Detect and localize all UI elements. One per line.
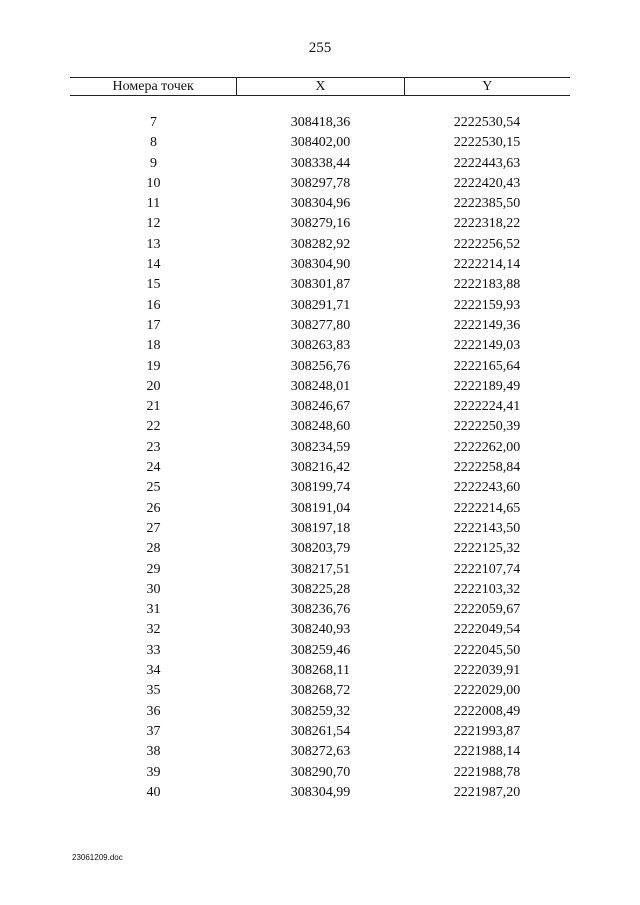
table-row [70, 499, 570, 519]
x-cell: 308217,51 [290, 561, 351, 577]
x-cell: 308246,67 [290, 399, 351, 415]
table-row [70, 681, 570, 701]
point-number-cell: 26 [146, 500, 161, 516]
y-cell: 2222262,00 [453, 439, 521, 455]
coordinates-table [70, 77, 570, 803]
point-number-cell: 39 [146, 764, 161, 780]
file-name-footer: 23061209.doc [72, 853, 123, 862]
y-cell: 2222385,50 [453, 196, 521, 212]
table-row [70, 620, 570, 640]
x-cell: 308418,36 [290, 115, 351, 130]
table-row [70, 519, 570, 539]
table-body [70, 113, 570, 803]
point-number-cell: 17 [146, 317, 161, 333]
y-cell: 2222189,49 [453, 378, 521, 394]
point-number-cell: 22 [146, 419, 161, 435]
x-cell: 308191,04 [290, 500, 351, 516]
y-cell: 2222107,74 [453, 561, 521, 577]
table-row [70, 357, 570, 377]
table-row [70, 336, 570, 356]
table-row [70, 397, 570, 417]
y-cell: 2222149,36 [453, 317, 521, 333]
point-number-cell: 19 [146, 358, 161, 374]
x-cell: 308261,54 [290, 723, 351, 739]
point-number-cell: 24 [146, 460, 161, 476]
table-row [70, 702, 570, 722]
point-number-cell: 20 [146, 378, 161, 394]
table-row [70, 783, 570, 803]
y-cell: 2222183,88 [453, 277, 521, 293]
y-cell: 2222045,50 [453, 642, 521, 658]
y-cell: 2222125,32 [453, 541, 521, 557]
table-row [70, 560, 570, 580]
x-cell: 308248,60 [290, 419, 351, 435]
point-number-cell: 15 [146, 277, 161, 293]
y-cell: 2221988,78 [453, 764, 521, 780]
y-cell: 2222256,52 [453, 236, 521, 252]
header-y: Y [404, 78, 570, 95]
x-cell: 308297,78 [290, 175, 351, 191]
point-number-cell: 18 [146, 338, 161, 354]
point-number-cell: 11 [146, 196, 161, 212]
table-row [70, 235, 570, 255]
x-cell: 308304,99 [290, 784, 351, 800]
table-row [70, 438, 570, 458]
y-cell: 2222165,64 [453, 358, 521, 374]
point-number-cell: 13 [146, 236, 161, 252]
y-cell: 2221987,20 [453, 784, 521, 800]
table-row [70, 174, 570, 194]
y-cell: 2221993,87 [453, 723, 521, 739]
point-number-cell: 29 [146, 561, 161, 577]
point-number-cell: 12 [146, 216, 161, 232]
point-number-cell: 38 [146, 744, 161, 760]
y-cell: 2222029,00 [453, 683, 521, 699]
x-cell: 308263,83 [290, 338, 351, 354]
table-row [70, 154, 570, 174]
table-row [70, 133, 570, 153]
point-number-cell: 33 [146, 642, 161, 658]
y-cell: 2222159,93 [453, 297, 521, 313]
y-cell: 2222049,54 [453, 622, 521, 638]
table-row [70, 296, 570, 316]
point-number-cell: 21 [146, 399, 161, 415]
y-cell: 2222149,03 [453, 338, 521, 354]
y-cell: 2222008,49 [453, 703, 521, 719]
y-cell: 2222318,22 [453, 216, 521, 232]
table-row [70, 113, 570, 133]
point-number-cell: 32 [146, 622, 161, 638]
point-number-cell: 27 [146, 520, 161, 536]
table-row [70, 600, 570, 620]
point-number-cell: 35 [146, 683, 161, 699]
table-row [70, 214, 570, 234]
x-cell: 308259,32 [290, 703, 351, 719]
point-number-cell: 25 [146, 480, 161, 496]
x-cell: 308203,79 [290, 541, 351, 557]
x-cell: 308240,93 [290, 622, 351, 638]
y-cell: 2222250,39 [453, 419, 521, 435]
point-number-cell: 40 [146, 784, 161, 800]
point-number-cell: 16 [146, 297, 161, 313]
x-cell: 308277,80 [290, 317, 351, 333]
y-cell: 2222059,67 [453, 602, 521, 618]
table-row [70, 722, 570, 742]
point-number-cell: 31 [146, 602, 161, 618]
x-cell: 308234,59 [290, 439, 351, 455]
table-row [70, 255, 570, 275]
table-row [70, 641, 570, 661]
y-cell: 2222443,63 [453, 155, 521, 171]
x-cell: 308291,71 [290, 297, 351, 313]
x-cell: 308225,28 [290, 581, 351, 597]
x-cell: 308268,11 [291, 663, 350, 679]
x-cell: 308197,18 [290, 520, 351, 536]
y-cell: 2222039,91 [453, 663, 521, 679]
point-number-cell: 36 [146, 703, 161, 719]
point-number-cell: 10 [146, 175, 161, 191]
y-cell: 2222420,43 [453, 175, 521, 191]
header-x: X [236, 78, 403, 95]
header-point-number: Номера точек [112, 79, 194, 94]
x-cell: 308279,16 [290, 216, 351, 232]
y-cell: 2222530,54 [453, 115, 521, 130]
point-number-cell: 7 [150, 115, 157, 130]
table-row [70, 763, 570, 783]
point-number-cell: 9 [150, 155, 157, 171]
x-cell: 308282,92 [290, 236, 351, 252]
x-cell: 308268,72 [290, 683, 351, 699]
point-number-cell: 30 [146, 581, 161, 597]
table-row [70, 661, 570, 681]
y-cell: 2222214,14 [453, 257, 521, 273]
x-cell: 308304,90 [290, 257, 351, 273]
y-cell: 2222243,60 [453, 480, 521, 496]
table-row [70, 458, 570, 478]
y-cell: 2222143,50 [453, 520, 521, 536]
x-cell: 308402,00 [290, 135, 351, 151]
x-cell: 308272,63 [290, 744, 351, 760]
x-cell: 308256,76 [290, 358, 351, 374]
x-cell: 308236,76 [290, 602, 351, 618]
table-row [70, 194, 570, 214]
x-cell: 308259,46 [290, 642, 351, 658]
x-cell: 308304,96 [290, 196, 351, 212]
x-cell: 308338,44 [290, 155, 351, 171]
table-row [70, 377, 570, 397]
y-cell: 2222224,41 [453, 399, 521, 415]
x-cell: 308301,87 [290, 277, 351, 293]
table-row [70, 316, 570, 336]
table-row [70, 742, 570, 762]
y-cell: 2222103,32 [453, 581, 521, 597]
y-cell: 2222530,15 [453, 135, 521, 151]
table-row [70, 417, 570, 437]
table-row [70, 539, 570, 559]
table-row [70, 580, 570, 600]
x-cell: 308248,01 [290, 378, 351, 394]
x-cell: 308216,42 [290, 460, 351, 476]
table-row [70, 275, 570, 295]
x-cell: 308290,70 [290, 764, 351, 780]
y-cell: 2221988,14 [453, 744, 521, 760]
x-cell: 308199,74 [290, 480, 351, 496]
point-number-cell: 23 [146, 439, 161, 455]
y-cell: 2222258,84 [453, 460, 521, 476]
point-number-cell: 14 [146, 257, 161, 273]
point-number-cell: 8 [150, 135, 157, 151]
point-number-cell: 37 [146, 723, 161, 739]
table-header [70, 77, 570, 96]
point-number-cell: 28 [146, 541, 161, 557]
point-number-cell: 34 [146, 663, 161, 679]
y-cell: 2222214,65 [453, 500, 521, 516]
page-number: 255 [308, 40, 332, 56]
table-row [70, 478, 570, 498]
